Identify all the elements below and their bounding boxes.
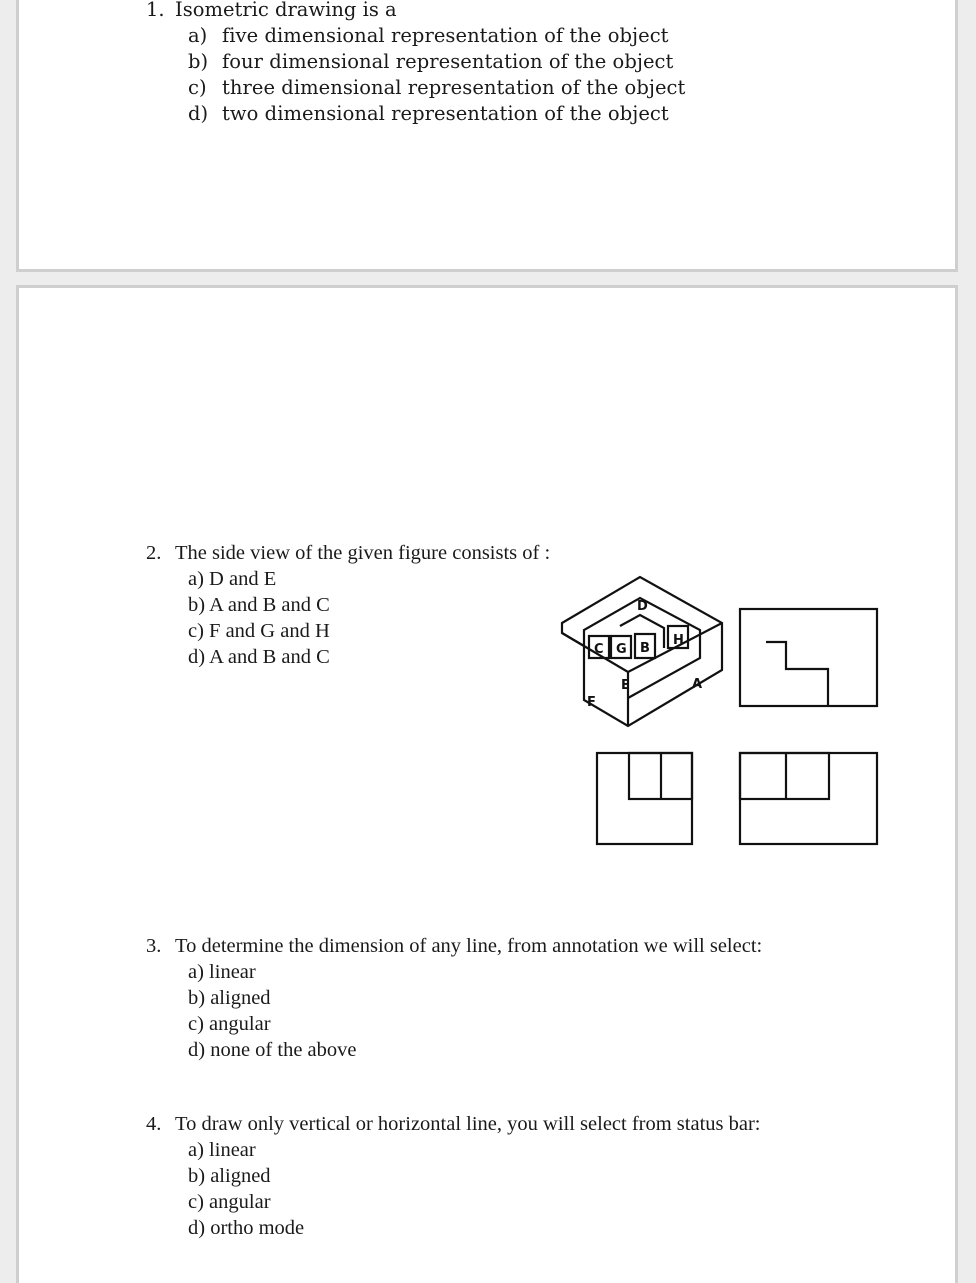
question-number: 1. xyxy=(146,0,165,21)
label-g: G xyxy=(616,642,627,657)
question-3-title xyxy=(146,933,762,959)
option-c: c) angular xyxy=(188,1013,271,1035)
question-2-title xyxy=(146,540,550,566)
options-list xyxy=(188,566,550,670)
side-view-frame xyxy=(740,609,877,706)
option-d: d) none of the above xyxy=(188,1039,357,1061)
option-b: b) A and B and C xyxy=(188,594,330,616)
label-f: F xyxy=(587,695,596,710)
label-c: C xyxy=(594,642,604,657)
option-a xyxy=(188,23,685,49)
option-letter: b) xyxy=(188,50,209,73)
option-a: a) linear xyxy=(188,961,256,983)
label-a: A xyxy=(692,677,703,692)
option-a: a) linear xyxy=(188,1139,256,1161)
option-d xyxy=(188,101,685,127)
option-text: four dimensional representation of the object xyxy=(222,50,674,73)
question-4-title xyxy=(146,1111,761,1137)
option-text: three dimensional representation of the object xyxy=(222,76,686,99)
option-b: b) aligned xyxy=(188,987,271,1009)
option-letter: c) xyxy=(188,76,207,99)
top-view-inner xyxy=(740,753,829,799)
orthographic-figure xyxy=(558,568,880,852)
option-b: b) aligned xyxy=(188,1165,271,1187)
question-3 xyxy=(146,933,762,1063)
option-letter: d) xyxy=(188,102,209,125)
question-2 xyxy=(146,540,550,670)
figure-drawing xyxy=(558,568,880,852)
option-d: d) ortho mode xyxy=(188,1217,305,1239)
question-text: To draw only vertical or horizontal line, you will select from status bar: xyxy=(175,1113,761,1135)
question-text: The side view of the given figure consists of : xyxy=(175,542,551,564)
question-4 xyxy=(146,1111,761,1241)
question-number: 2. xyxy=(146,542,162,564)
option-letter: a) xyxy=(188,24,208,47)
option-text: five dimensional representation of the object xyxy=(222,24,669,47)
options-list xyxy=(188,23,685,127)
options-list xyxy=(188,1137,761,1241)
option-c: c) angular xyxy=(188,1191,271,1213)
option-c xyxy=(188,75,685,101)
label-h: H xyxy=(673,633,684,648)
option-a: a) D and E xyxy=(188,568,277,590)
side-view-step xyxy=(766,642,828,706)
question-1 xyxy=(146,0,685,127)
option-text: two dimensional representation of the object xyxy=(222,102,669,125)
label-d: D xyxy=(637,599,648,614)
question-text: Isometric drawing is a xyxy=(175,0,397,21)
options-list xyxy=(188,959,762,1063)
option-b xyxy=(188,49,685,75)
option-c: c) F and G and H xyxy=(188,620,330,642)
question-number: 3. xyxy=(146,935,162,957)
question-number: 4. xyxy=(146,1113,162,1135)
question-1-title xyxy=(146,0,685,23)
label-b: B xyxy=(640,641,650,656)
question-text: To determine the dimension of any line, from annotation we will select: xyxy=(175,935,763,957)
label-e: E xyxy=(621,678,630,693)
option-d: d) A and B and C xyxy=(188,646,330,668)
